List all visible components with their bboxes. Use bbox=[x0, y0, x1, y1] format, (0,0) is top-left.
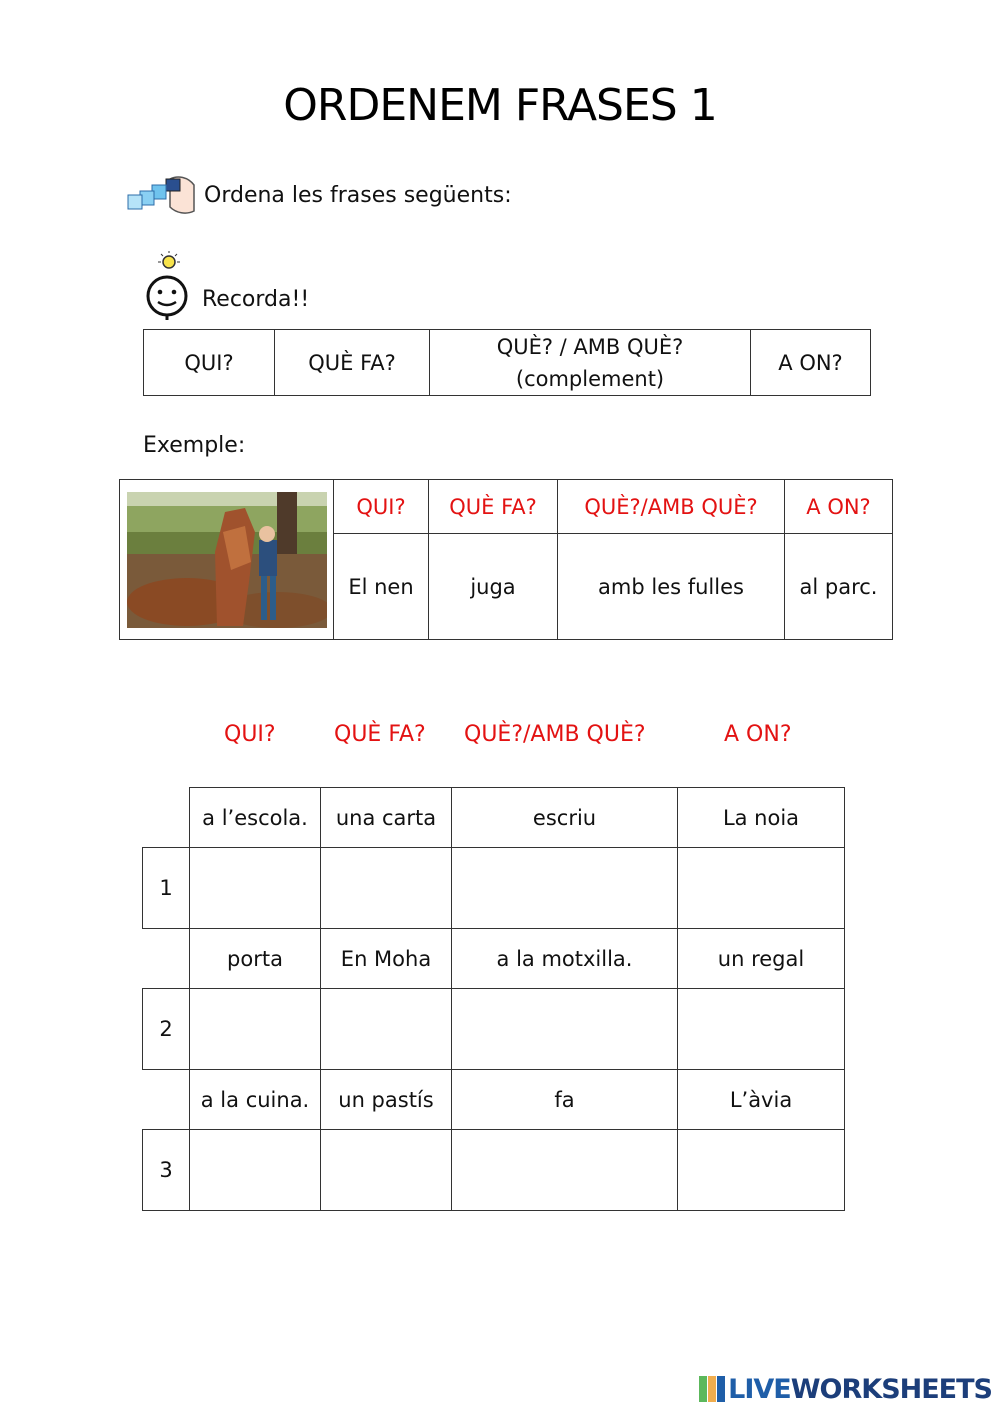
example-value-what-does: juga bbox=[429, 534, 558, 640]
word-card[interactable]: un pastís bbox=[321, 1070, 452, 1130]
word-card[interactable]: a la motxilla. bbox=[452, 929, 678, 989]
answer-slot-who[interactable] bbox=[190, 1130, 321, 1211]
example-label: Exemple: bbox=[143, 433, 246, 458]
logo-text-worksheets: WORKSHEETS bbox=[790, 1373, 992, 1405]
exercise-answer-row-3 bbox=[143, 1130, 845, 1211]
example-header-where: A ON? bbox=[785, 480, 893, 534]
answer-slot-where[interactable] bbox=[678, 989, 845, 1070]
logo-text-live: LIVE bbox=[728, 1373, 791, 1405]
answer-slot-what-does[interactable] bbox=[321, 1130, 452, 1211]
example-header-what-does: QUÈ FA? bbox=[429, 480, 558, 534]
example-value-who: El nen bbox=[334, 534, 429, 640]
exercise-number: 1 bbox=[143, 848, 190, 929]
column-header-who: QUI? bbox=[224, 722, 276, 747]
word-card[interactable]: La noia bbox=[678, 788, 845, 848]
exercise-number: 2 bbox=[143, 989, 190, 1070]
word-card[interactable]: En Moha bbox=[321, 929, 452, 989]
column-header-complement: QUÈ?/AMB QUÈ? bbox=[464, 722, 646, 747]
word-card[interactable]: fa bbox=[452, 1070, 678, 1130]
example-value-where: al parc. bbox=[785, 534, 893, 640]
remember-where: A ON? bbox=[751, 330, 871, 396]
autumn-leaves-photo bbox=[127, 492, 327, 628]
remember-table bbox=[143, 329, 871, 396]
word-card[interactable]: a la cuina. bbox=[190, 1070, 321, 1130]
column-header-where: A ON? bbox=[724, 722, 792, 747]
example-table bbox=[119, 479, 893, 640]
word-card[interactable]: una carta bbox=[321, 788, 452, 848]
answer-slot-complement[interactable] bbox=[452, 1130, 678, 1211]
blank-cell bbox=[143, 788, 190, 848]
answer-slot-complement[interactable] bbox=[452, 848, 678, 929]
exercise-words-row-3 bbox=[143, 1070, 845, 1130]
remember-who: QUI? bbox=[144, 330, 275, 396]
remember-complement-label: QUÈ? / AMB QUÈ? bbox=[496, 334, 684, 359]
instruction-row bbox=[126, 170, 512, 220]
remember-what-does: QUÈ FA? bbox=[275, 330, 430, 396]
blocks-hand-icon bbox=[126, 171, 198, 219]
word-card[interactable]: escriu bbox=[452, 788, 678, 848]
idea-face-icon bbox=[144, 250, 190, 320]
example-header-who: QUI? bbox=[334, 480, 429, 534]
exercise-number: 3 bbox=[143, 1130, 190, 1211]
example-photo-cell bbox=[120, 480, 334, 640]
exercise-words-row-2 bbox=[143, 929, 845, 989]
remember-row bbox=[144, 250, 309, 320]
liveworksheets-logo[interactable] bbox=[699, 1373, 992, 1405]
answer-slot-what-does[interactable] bbox=[321, 848, 452, 929]
word-card[interactable]: L’àvia bbox=[678, 1070, 845, 1130]
exercise-answer-row-2 bbox=[143, 989, 845, 1070]
exercise-answer-row-1 bbox=[143, 848, 845, 929]
blank-cell bbox=[143, 1070, 190, 1130]
word-card[interactable]: a l’escola. bbox=[190, 788, 321, 848]
column-header-what-does: QUÈ FA? bbox=[334, 722, 426, 747]
answer-slot-complement[interactable] bbox=[452, 989, 678, 1070]
exercise-table bbox=[142, 787, 845, 1211]
page-title: ORDENEM FRASES 1 bbox=[283, 80, 717, 131]
word-card[interactable]: porta bbox=[190, 929, 321, 989]
answer-slot-where[interactable] bbox=[678, 1130, 845, 1211]
answer-slot-what-does[interactable] bbox=[321, 989, 452, 1070]
answer-slot-who[interactable] bbox=[190, 848, 321, 929]
remember-text: Recorda!! bbox=[202, 287, 310, 312]
instruction-text: Ordena les frases següents: bbox=[204, 182, 512, 208]
example-value-complement: amb les fulles bbox=[558, 534, 785, 640]
remember-complement bbox=[430, 330, 751, 396]
liveworksheets-mark-icon bbox=[699, 1376, 725, 1402]
answer-slot-where[interactable] bbox=[678, 848, 845, 929]
answer-slot-who[interactable] bbox=[190, 989, 321, 1070]
remember-complement-note: (complement) bbox=[515, 366, 665, 391]
blank-cell bbox=[143, 929, 190, 989]
word-card[interactable]: un regal bbox=[678, 929, 845, 989]
exercise-words-row-1 bbox=[143, 788, 845, 848]
example-header-complement: QUÈ?/AMB QUÈ? bbox=[558, 480, 785, 534]
